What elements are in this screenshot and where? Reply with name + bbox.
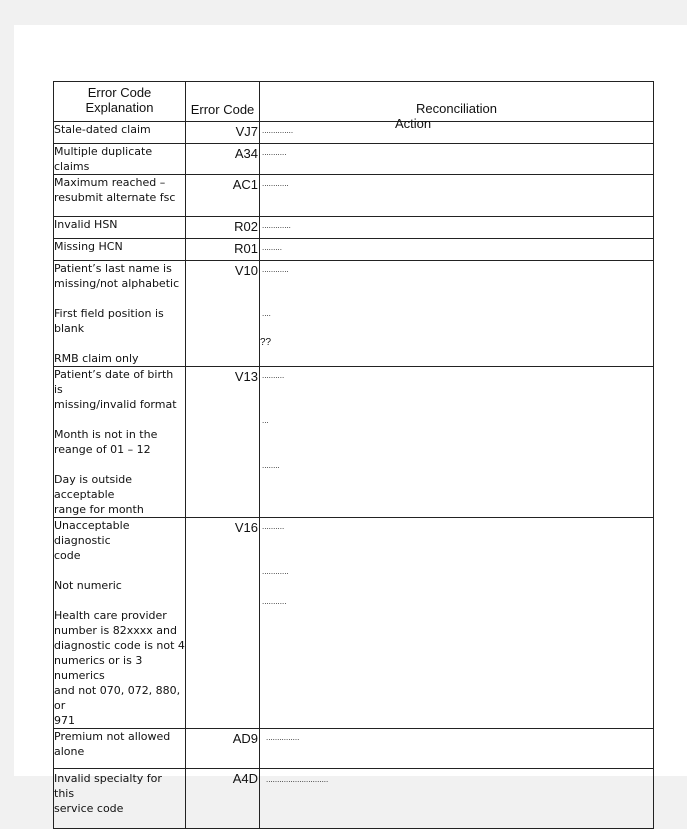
header-explanation-line: Error Code: [87, 85, 152, 100]
row-action: [260, 144, 654, 175]
row-explanation: [54, 239, 186, 261]
action-dots: ............: [262, 265, 289, 274]
explanation-line: Maximum reached –: [54, 176, 166, 189]
row-error-code: A4D: [186, 769, 260, 829]
action-dots: ...............: [266, 733, 300, 742]
table-row: [54, 518, 654, 729]
explanation-line: reange of 01 – 12: [54, 443, 151, 456]
explanation-line: Missing HCN: [54, 240, 123, 253]
row-error-code: V16: [186, 518, 260, 729]
row-error-code: R02: [186, 217, 260, 239]
explanation-line: Patient’s last name is: [54, 262, 172, 275]
action-dots: ........: [262, 461, 280, 470]
action-dots: ..........: [262, 371, 285, 380]
explanation-line: Month is not in the: [54, 428, 158, 441]
explanation-line: Health care provider: [54, 609, 167, 622]
explanation-line: Multiple duplicate claims: [54, 145, 153, 173]
row-error-code: A34: [186, 144, 260, 175]
row-error-code: AD9: [186, 729, 260, 769]
header-action-label: Action: [395, 116, 432, 131]
row-error-code: V10: [186, 261, 260, 367]
header-reconciliation-label: Reconciliation: [416, 101, 497, 116]
row-action: [260, 729, 654, 769]
action-dots: ....: [262, 309, 271, 318]
row-explanation: [54, 175, 186, 217]
table-row: [54, 144, 654, 175]
row-explanation: [54, 769, 186, 829]
action-dots: ............: [262, 567, 289, 576]
table-row: [54, 122, 654, 144]
row-explanation: [54, 122, 186, 144]
table-row: [54, 175, 654, 217]
action-dots: ............................: [266, 775, 329, 784]
table-header-row: [54, 82, 654, 122]
action-dots: ..........: [262, 522, 285, 531]
action-dots: ...: [262, 416, 269, 425]
table-row: [54, 217, 654, 239]
explanation-line: range for month: [54, 503, 144, 516]
explanation-line: RMB claim only: [54, 352, 139, 365]
row-explanation: [54, 261, 186, 367]
row-explanation: [54, 518, 186, 729]
action-dots: ...........: [262, 597, 287, 606]
table-row: [54, 261, 654, 367]
explanation-line: diagnostic code is not 4: [54, 639, 185, 652]
header-reconciliation: [260, 82, 654, 131]
explanation-line: Premium not allowed: [54, 730, 171, 743]
explanation-line: Unacceptable diagnostic: [54, 519, 130, 547]
action-dots: ............: [262, 179, 289, 188]
row-action: [260, 217, 654, 239]
row-action: [260, 769, 654, 829]
explanation-line: number is 82xxxx and: [54, 624, 177, 637]
explanation-line: resubmit alternate fsc: [54, 191, 176, 204]
explanation-line: Invalid HSN: [54, 218, 118, 231]
row-action: [260, 175, 654, 217]
explanation-line: Day is outside acceptable: [54, 473, 133, 501]
row-explanation: [54, 144, 186, 175]
explanation-line: Patient’s date of birth is: [54, 368, 174, 396]
row-error-code: VJ7: [186, 122, 260, 144]
error-code-table: [53, 81, 654, 829]
action-dots: .............: [262, 221, 291, 230]
header-explanation-line: Explanation: [85, 100, 154, 115]
action-dots: .........: [262, 243, 283, 252]
document-page: [14, 25, 687, 815]
row-action: [260, 367, 654, 518]
header-error-code: Error Code: [186, 82, 260, 122]
explanation-line: code: [54, 549, 81, 562]
explanation-line: and not 070, 072, 880, or: [54, 684, 181, 712]
explanation-line: Invalid specialty for this: [54, 772, 162, 800]
row-explanation: [54, 729, 186, 769]
header-explanation: [54, 82, 186, 122]
table-row: [54, 239, 654, 261]
explanation-line: numerics or is 3 numerics: [54, 654, 143, 682]
table-row: [54, 729, 654, 769]
explanation-line: service code: [54, 802, 124, 815]
row-error-code: R01: [186, 239, 260, 261]
explanation-line: 971: [54, 714, 75, 727]
explanation-line: First field position is blank: [54, 307, 164, 335]
row-error-code: AC1: [186, 175, 260, 217]
table-row: [54, 769, 654, 829]
row-action: [260, 518, 654, 729]
row-action: [260, 122, 654, 144]
explanation-line: Not numeric: [54, 579, 122, 592]
row-explanation: [54, 217, 186, 239]
row-action: [260, 261, 654, 367]
table-row: [54, 367, 654, 518]
explanation-line: alone: [54, 745, 85, 758]
row-error-code: V13: [186, 367, 260, 518]
row-explanation: [54, 367, 186, 518]
row-action: [260, 239, 654, 261]
explanation-line: missing/invalid format: [54, 398, 177, 411]
action-note: ??: [260, 337, 272, 348]
action-dots: ...........: [262, 148, 287, 157]
explanation-line: missing/not alphabetic: [54, 277, 180, 290]
action-dots: ..............: [262, 126, 294, 135]
explanation-line: Stale-dated claim: [54, 123, 151, 136]
